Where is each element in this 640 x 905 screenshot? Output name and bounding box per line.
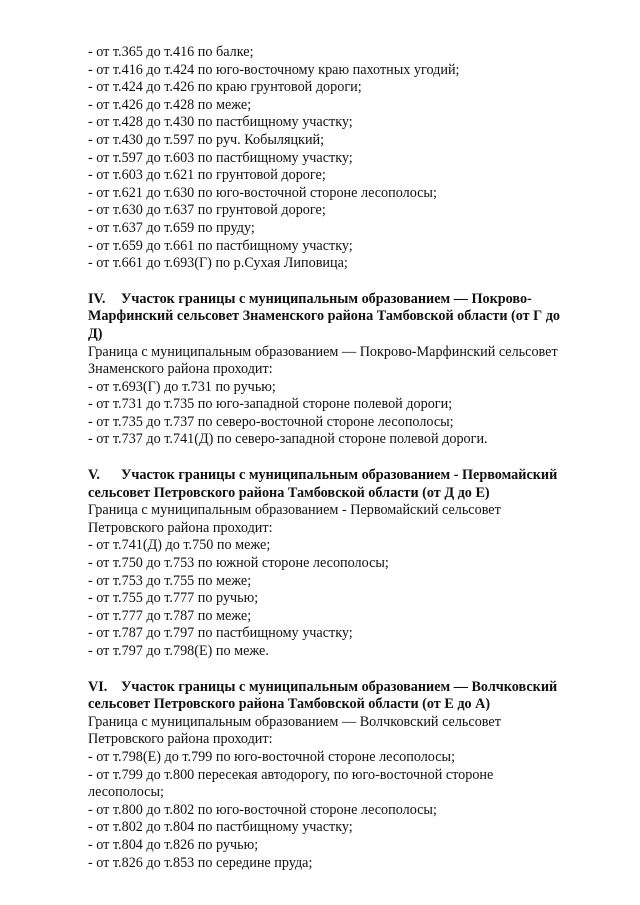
section-intro: Граница с муниципальным образованием — Волчковский сельсовет bbox=[88, 713, 501, 730]
section-iv bbox=[88, 291, 608, 449]
heading-line: Участок границы с муниципальным образованием - Первомайский bbox=[121, 467, 558, 484]
list-item: - от т.741(Д) до т.750 по меже; bbox=[88, 537, 271, 554]
list-item: - от т.630 до т.637 по грунтовой дороге; bbox=[88, 202, 326, 219]
heading-line: сельсовет Петровского района Тамбовской области (от Д до Е) bbox=[88, 484, 490, 501]
heading-line: сельсовет Петровского района Тамбовской области (от Е до А) bbox=[88, 696, 491, 713]
list-item: - от т.426 до т.428 по меже; bbox=[88, 96, 252, 113]
list-item: - от т.802 до т.804 по пастбищному участку; bbox=[88, 819, 353, 836]
list-item: - от т.804 до т.826 по ручью; bbox=[88, 836, 259, 853]
list-item: - от т.428 до т.430 по пастбищному участку; bbox=[88, 114, 353, 131]
list-item: - от т.430 до т.597 по руч. Кобыляцкий; bbox=[88, 131, 325, 148]
list-item: - от т.798(Е) до т.799 по юго-восточной стороне лесополосы; bbox=[88, 748, 456, 765]
list-item: - от т.424 до т.426 по краю грунтовой дороги; bbox=[88, 79, 362, 96]
list-item: - от т.637 до т.659 по пруду; bbox=[88, 219, 255, 236]
section-intro: Граница с муниципальным образованием — Покрово-Марфинский сельсовет bbox=[88, 343, 558, 360]
section-intro: Петровского района проходит: bbox=[88, 519, 273, 536]
list-item: - от т.777 до т.787 по меже; bbox=[88, 607, 252, 624]
list-item: - от т.597 до т.603 по пастбищному участку; bbox=[88, 149, 353, 166]
heading-line: Д) bbox=[88, 325, 103, 342]
section-number: VI. bbox=[88, 678, 108, 695]
section-intro: Граница с муниципальным образованием - Первомайский сельсовет bbox=[88, 502, 501, 519]
section-heading bbox=[88, 467, 608, 502]
list-item: лесополосы; bbox=[88, 784, 164, 801]
document-page bbox=[88, 44, 608, 872]
list-item: - от т.416 до т.424 по юго-восточному краю пахотных угодий; bbox=[88, 61, 460, 78]
list-item: - от т.731 до т.735 по юго-западной стороне полевой дороги; bbox=[88, 396, 453, 413]
section-vi bbox=[88, 679, 608, 873]
list-item: - от т.603 до т.621 по грунтовой дороге; bbox=[88, 167, 326, 184]
heading-line: Участок границы с муниципальным образованием — Покрово- bbox=[121, 290, 532, 307]
list-item: - от т.755 до т.777 по ручью; bbox=[88, 590, 259, 607]
section-number: IV. bbox=[88, 290, 106, 307]
heading-line: Марфинский сельсовет Знаменского района Тамбовской области (от Г до bbox=[88, 308, 561, 325]
list-item: - от т.750 до т.753 по южной стороне лесополосы; bbox=[88, 555, 389, 572]
list-item: - от т.826 до т.853 по середине пруда; bbox=[88, 854, 313, 871]
section-intro: Петровского района проходит: bbox=[88, 731, 273, 748]
list-item: - от т.693(Г) до т.731 по ручью; bbox=[88, 378, 276, 395]
list-item: - от т.621 до т.630 по юго-восточной стороне лесополосы; bbox=[88, 184, 437, 201]
heading-line: Участок границы с муниципальным образованием — Волчковский bbox=[121, 678, 558, 695]
list-item: - от т.797 до т.798(Е) по меже. bbox=[88, 643, 269, 659]
section-number: V. bbox=[88, 467, 100, 484]
top-list bbox=[88, 44, 608, 273]
list-item: - от т.800 до т.802 по юго-восточной стороне лесополосы; bbox=[88, 801, 437, 818]
list-item: - от т.735 до т.737 по северо-восточной стороне лесополосы; bbox=[88, 413, 454, 430]
list-item: - от т.787 до т.797 по пастбищному участку; bbox=[88, 625, 353, 642]
section-intro: Знаменского района проходит: bbox=[88, 361, 273, 378]
section-heading bbox=[88, 679, 608, 714]
list-item: - от т.661 до т.693(Г) по р.Сухая Липовица; bbox=[88, 255, 348, 272]
list-item: - от т.365 до т.416 по балке; bbox=[88, 44, 254, 60]
list-item: - от т.799 до т.800 пересекая автодорогу, по юго-восточной стороне bbox=[88, 766, 494, 783]
section-v bbox=[88, 467, 608, 661]
section-heading bbox=[88, 291, 608, 344]
list-item: - от т.737 до т.741(Д) по северо-западной стороне полевой дороги. bbox=[88, 431, 488, 448]
list-item: - от т.753 до т.755 по меже; bbox=[88, 572, 252, 589]
list-item: - от т.659 до т.661 по пастбищному участку; bbox=[88, 237, 353, 254]
